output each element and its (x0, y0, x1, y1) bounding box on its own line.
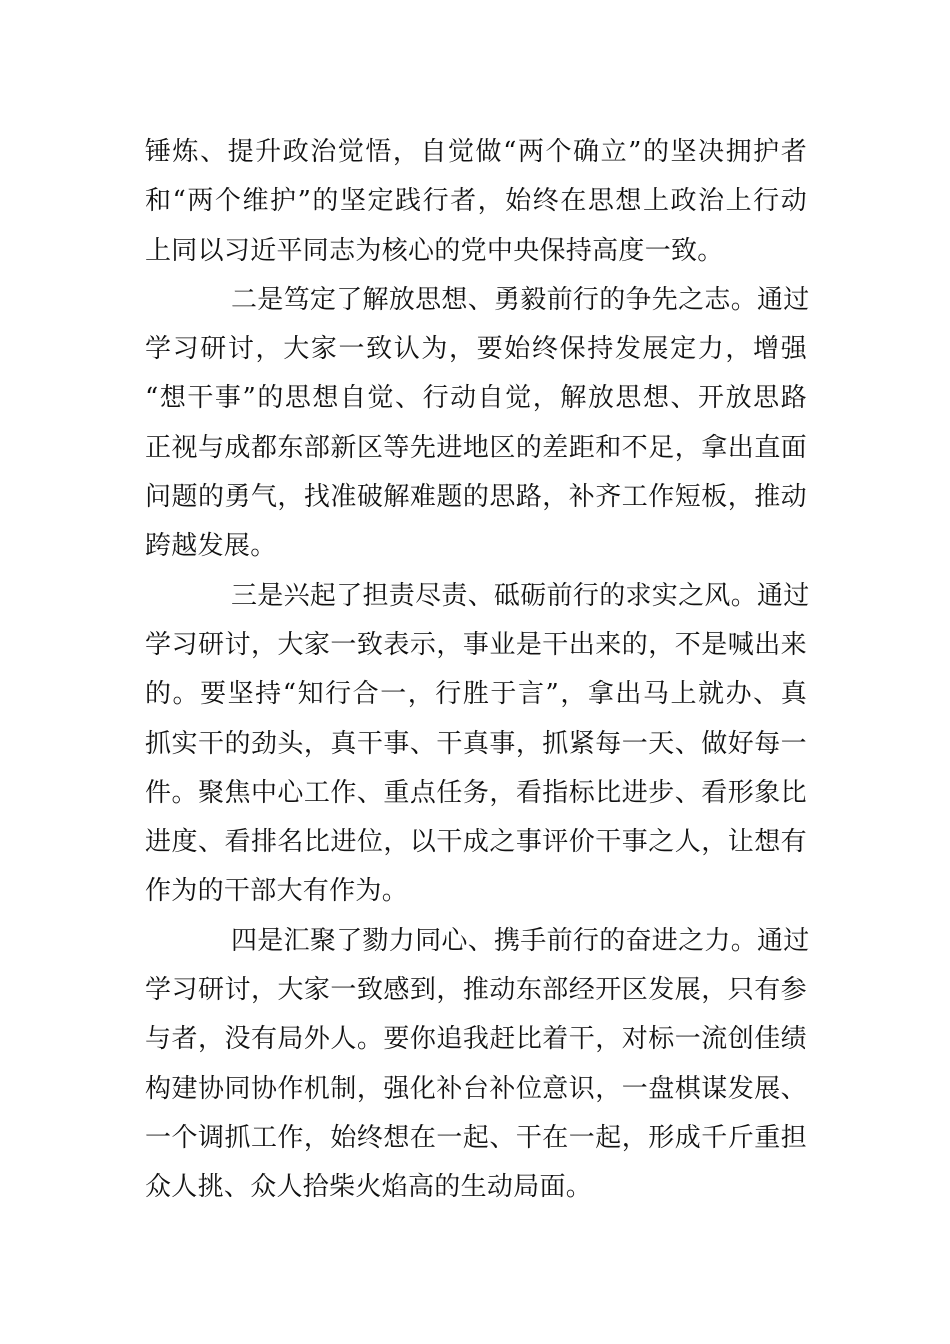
text-line: 与者，没有局外人。要你追我赶比着干，对标一流创佳绩 (145, 1024, 807, 1055)
paragraph-4 (145, 917, 810, 1213)
text-line: 一个调抓工作，始终想在一起、干在一起，形成千斤重担 (145, 1122, 807, 1153)
document-body (145, 128, 810, 1213)
text-line: 和“两个维护”的坚定践行者，始终在思想上政治上行动 (145, 186, 807, 217)
text-line: 学习研讨，大家一致感到，推动东部经开区发展，只有参 (145, 975, 807, 1006)
text-line: 上同以习近平同志为核心的党中央保持高度一致。 (145, 235, 724, 266)
text-line: 四是汇聚了勠力同心、携手前行的奋进之力。通过 (231, 925, 810, 956)
text-line: 作为的干部大有作为。 (145, 876, 409, 907)
text-line: 二是笃定了解放思想、勇毅前行的争先之志。通过 (231, 284, 810, 315)
text-line: “想干事”的思想自觉、行动自觉，解放思想、开放思路 (145, 383, 807, 414)
paragraph-3 (145, 572, 810, 917)
text-line: 学习研讨，大家一致表示，事业是干出来的，不是喊出来 (145, 629, 807, 660)
text-line: 构建协同协作机制，强化补台补位意识，一盘棋谋发展、 (145, 1073, 807, 1104)
text-line: 跨越发展。 (145, 531, 277, 562)
text-line: 锤炼、提升政治觉悟，自觉做“两个确立”的坚决拥护者 (145, 137, 807, 167)
text-line: 抓实干的劲头，真干事、干真事，抓紧每一天、做好每一 (145, 728, 807, 759)
paragraph-1 (145, 128, 807, 276)
text-line: 学习研讨，大家一致认为，要始终保持发展定力，增强 (145, 334, 807, 365)
text-line: 正视与成都东部新区等先进地区的差距和不足，拿出直面 (145, 432, 807, 463)
paragraph-2 (145, 276, 810, 572)
text-line: 的。要坚持“知行合一，行胜于言”，拿出马上就办、真 (145, 679, 807, 710)
text-line: 众人挑、众人拾柴火焰高的生动局面。 (145, 1172, 593, 1203)
text-line: 进度、看排名比进位，以干成之事评价干事之人，让想有 (145, 827, 807, 858)
text-line: 问题的勇气，找准破解难题的思路，补齐工作短板，推动 (145, 482, 807, 513)
text-line: 件。聚焦中心工作、重点任务，看指标比进步、看形象比 (145, 777, 807, 808)
text-line: 三是兴起了担责尽责、砥砺前行的求实之风。通过 (231, 580, 810, 611)
